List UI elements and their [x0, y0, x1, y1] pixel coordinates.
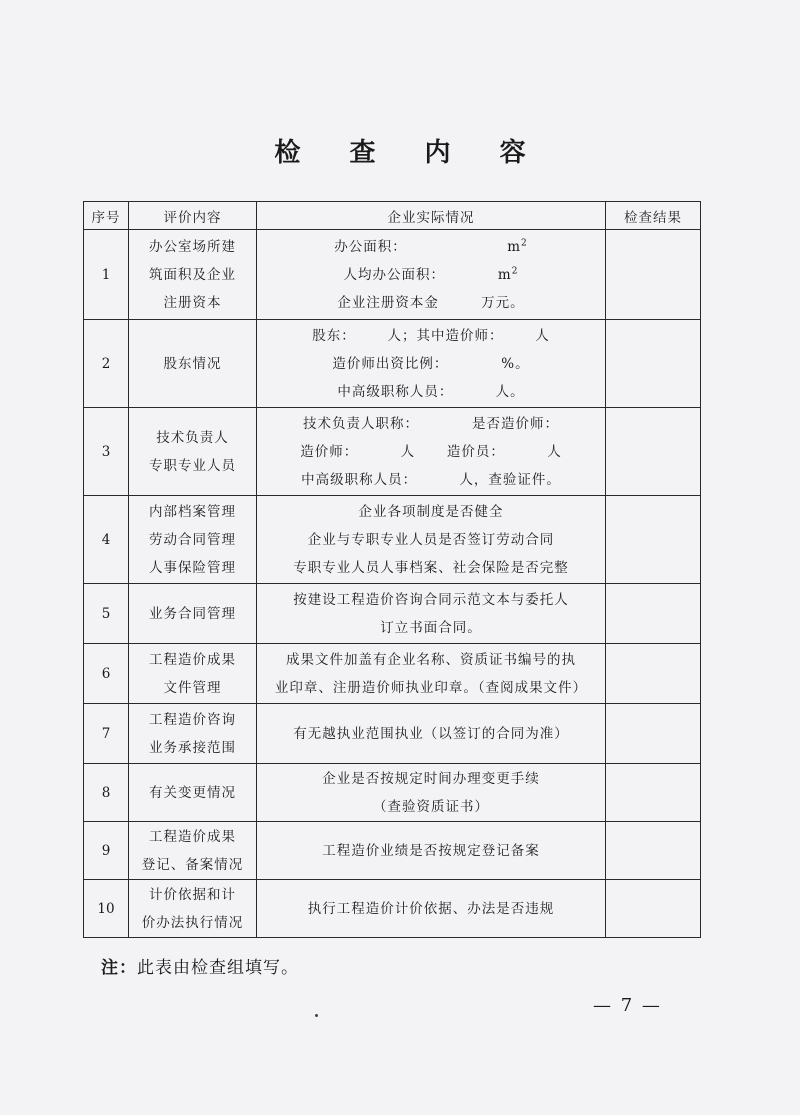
evaluation-item-line: 内部档案管理: [149, 503, 236, 520]
actual-situation-line: [257, 720, 605, 748]
actual-situation-line: [257, 438, 605, 466]
situation-text: 技术负责人职称： 是否造价师：: [303, 415, 559, 432]
table-row: [84, 644, 701, 704]
situation-text: 成果文件加盖有企业名称、资质证书编号的执: [286, 651, 576, 668]
check-result-cell[interactable]: [606, 822, 701, 880]
actual-situation-line: [257, 793, 605, 821]
evaluation-item-line: 技术负责人: [156, 429, 229, 446]
evaluation-item: [129, 764, 257, 822]
situation-text: 专职专业人员人事档案、社会保险是否完整: [293, 559, 569, 576]
evaluation-item: [129, 320, 257, 408]
situation-text: （查验资质证书）: [373, 798, 489, 815]
evaluation-item-line: 工程造价成果: [149, 828, 236, 845]
row-number: 2: [84, 320, 129, 408]
row-number: 5: [84, 584, 129, 644]
situation-text: 中高级职称人员： 人。: [337, 383, 525, 400]
table-row: [84, 704, 701, 764]
actual-situation: [257, 496, 606, 584]
check-result-cell[interactable]: [606, 880, 701, 938]
table-header-row: [84, 202, 701, 230]
situation-text: 办公面积： m: [334, 238, 522, 255]
evaluation-item-line: 股东情况: [163, 355, 222, 372]
header-situation: 企业实际情况: [257, 202, 606, 230]
inspection-table: [83, 201, 701, 938]
evaluation-item-line: 工程造价咨询: [149, 711, 236, 728]
situation-text: 业印章、注册造价师执业印章。（查阅成果文件）: [274, 679, 588, 696]
actual-situation: [257, 230, 606, 320]
evaluation-item-line: 工程造价成果: [149, 651, 236, 668]
actual-situation: [257, 644, 606, 704]
actual-situation-line: [257, 586, 605, 614]
actual-situation-line: [257, 674, 605, 702]
evaluation-item-line: 价办法执行情况: [141, 914, 244, 931]
actual-situation-line: [257, 765, 605, 793]
check-result-cell[interactable]: [606, 644, 701, 704]
evaluation-item-line: 筑面积及企业: [149, 266, 236, 283]
situation-text: 造价师： 人 造价员： 人: [300, 443, 562, 460]
table-row: [84, 822, 701, 880]
row-number: 6: [84, 644, 129, 704]
evaluation-item-line: 注册资本: [163, 294, 222, 311]
evaluation-item-line: 人事保险管理: [149, 559, 236, 576]
evaluation-item: [129, 880, 257, 938]
situation-text: 执行工程造价计价依据、办法是否违规: [307, 900, 555, 917]
evaluation-item-line: 文件管理: [163, 679, 222, 696]
check-result-cell[interactable]: [606, 584, 701, 644]
evaluation-item-line: 有关变更情况: [149, 784, 236, 801]
actual-situation: [257, 764, 606, 822]
evaluation-item: [129, 704, 257, 764]
evaluation-item-line: 业务承接范围: [149, 739, 236, 756]
actual-situation-line: [257, 614, 605, 642]
actual-situation-line: [257, 322, 605, 350]
situation-text: 工程造价业绩是否按规定登记备案: [322, 842, 540, 859]
row-number: 7: [84, 704, 129, 764]
evaluation-item: [129, 230, 257, 320]
evaluation-item-line: 专职专业人员: [149, 457, 236, 474]
actual-situation: [257, 320, 606, 408]
row-number: 10: [84, 880, 129, 938]
table-row: [84, 764, 701, 822]
table-row: [84, 880, 701, 938]
table-row: [84, 320, 701, 408]
actual-situation-line: [257, 837, 605, 865]
row-number: 1: [84, 230, 129, 320]
actual-situation-line: [257, 233, 605, 261]
check-result-cell[interactable]: [606, 496, 701, 584]
situation-text: 股东： 人；其中造价师： 人: [312, 327, 550, 344]
actual-situation-line: [257, 378, 605, 406]
row-number: 8: [84, 764, 129, 822]
evaluation-item: [129, 408, 257, 496]
footnote-text: 此表由检查组填写。: [137, 958, 299, 978]
situation-text: 有无越执业范围执业（以签订的合同为准）: [293, 725, 569, 742]
table-row: [84, 408, 701, 496]
evaluation-item: [129, 496, 257, 584]
actual-situation: [257, 584, 606, 644]
actual-situation: [257, 880, 606, 938]
row-number: 9: [84, 822, 129, 880]
actual-situation-line: [257, 498, 605, 526]
evaluation-item: [129, 644, 257, 704]
check-result-cell[interactable]: [606, 320, 701, 408]
situation-text: 造价师出资比例： %。: [332, 355, 530, 372]
situation-text: 中高级职称人员： 人，查验证件。: [301, 471, 561, 488]
evaluation-item: [129, 822, 257, 880]
table-row: [84, 584, 701, 644]
situation-text: 人均办公面积： m: [343, 266, 512, 283]
evaluation-item-line: 办公室场所建: [149, 238, 236, 255]
situation-text: 企业注册资本金 万元。: [337, 294, 525, 311]
actual-situation-line: [257, 350, 605, 378]
table-row: [84, 230, 701, 320]
evaluation-item-line: 登记、备案情况: [141, 856, 244, 873]
actual-situation-line: [257, 646, 605, 674]
actual-situation: [257, 822, 606, 880]
evaluation-item-line: 劳动合同管理: [149, 531, 236, 548]
table-row: [84, 496, 701, 584]
check-result-cell[interactable]: [606, 230, 701, 320]
evaluation-item-line: 计价依据和计: [149, 886, 236, 903]
footnote-lead: 注：: [101, 958, 137, 978]
evaluation-item: [129, 584, 257, 644]
situation-text: 订立书面合同。: [380, 619, 482, 636]
actual-situation-line: [257, 410, 605, 438]
header-no: 序号: [84, 202, 129, 230]
scan-speck: [315, 1014, 318, 1017]
page-number: — 7 —: [593, 995, 662, 1016]
actual-situation: [257, 704, 606, 764]
unit-superscript: 2: [511, 266, 519, 276]
situation-text: 企业各项制度是否健全: [358, 503, 504, 520]
evaluation-item-line: 业务合同管理: [149, 605, 236, 622]
table-body: [84, 230, 701, 938]
footnote: [101, 953, 299, 978]
actual-situation-line: [257, 526, 605, 554]
header-item: 评价内容: [129, 202, 257, 230]
actual-situation-line: [257, 466, 605, 494]
header-result: 检查结果: [606, 202, 701, 230]
situation-text: 企业是否按规定时间办理变更手续: [322, 770, 540, 787]
actual-situation: [257, 408, 606, 496]
check-result-cell[interactable]: [606, 704, 701, 764]
actual-situation-line: [257, 289, 605, 317]
page-title: 检 查 内 容: [274, 138, 546, 168]
situation-text: 企业与专职专业人员是否签订劳动合同: [307, 531, 555, 548]
unit-superscript: 2: [521, 238, 528, 248]
row-number: 4: [84, 496, 129, 584]
actual-situation-line: [257, 554, 605, 582]
situation-text: 按建设工程造价咨询合同示范文本与委托人: [293, 591, 569, 608]
actual-situation-line: [257, 261, 605, 289]
check-result-cell[interactable]: [606, 408, 701, 496]
row-number: 3: [84, 408, 129, 496]
check-result-cell[interactable]: [606, 764, 701, 822]
actual-situation-line: [257, 895, 605, 923]
